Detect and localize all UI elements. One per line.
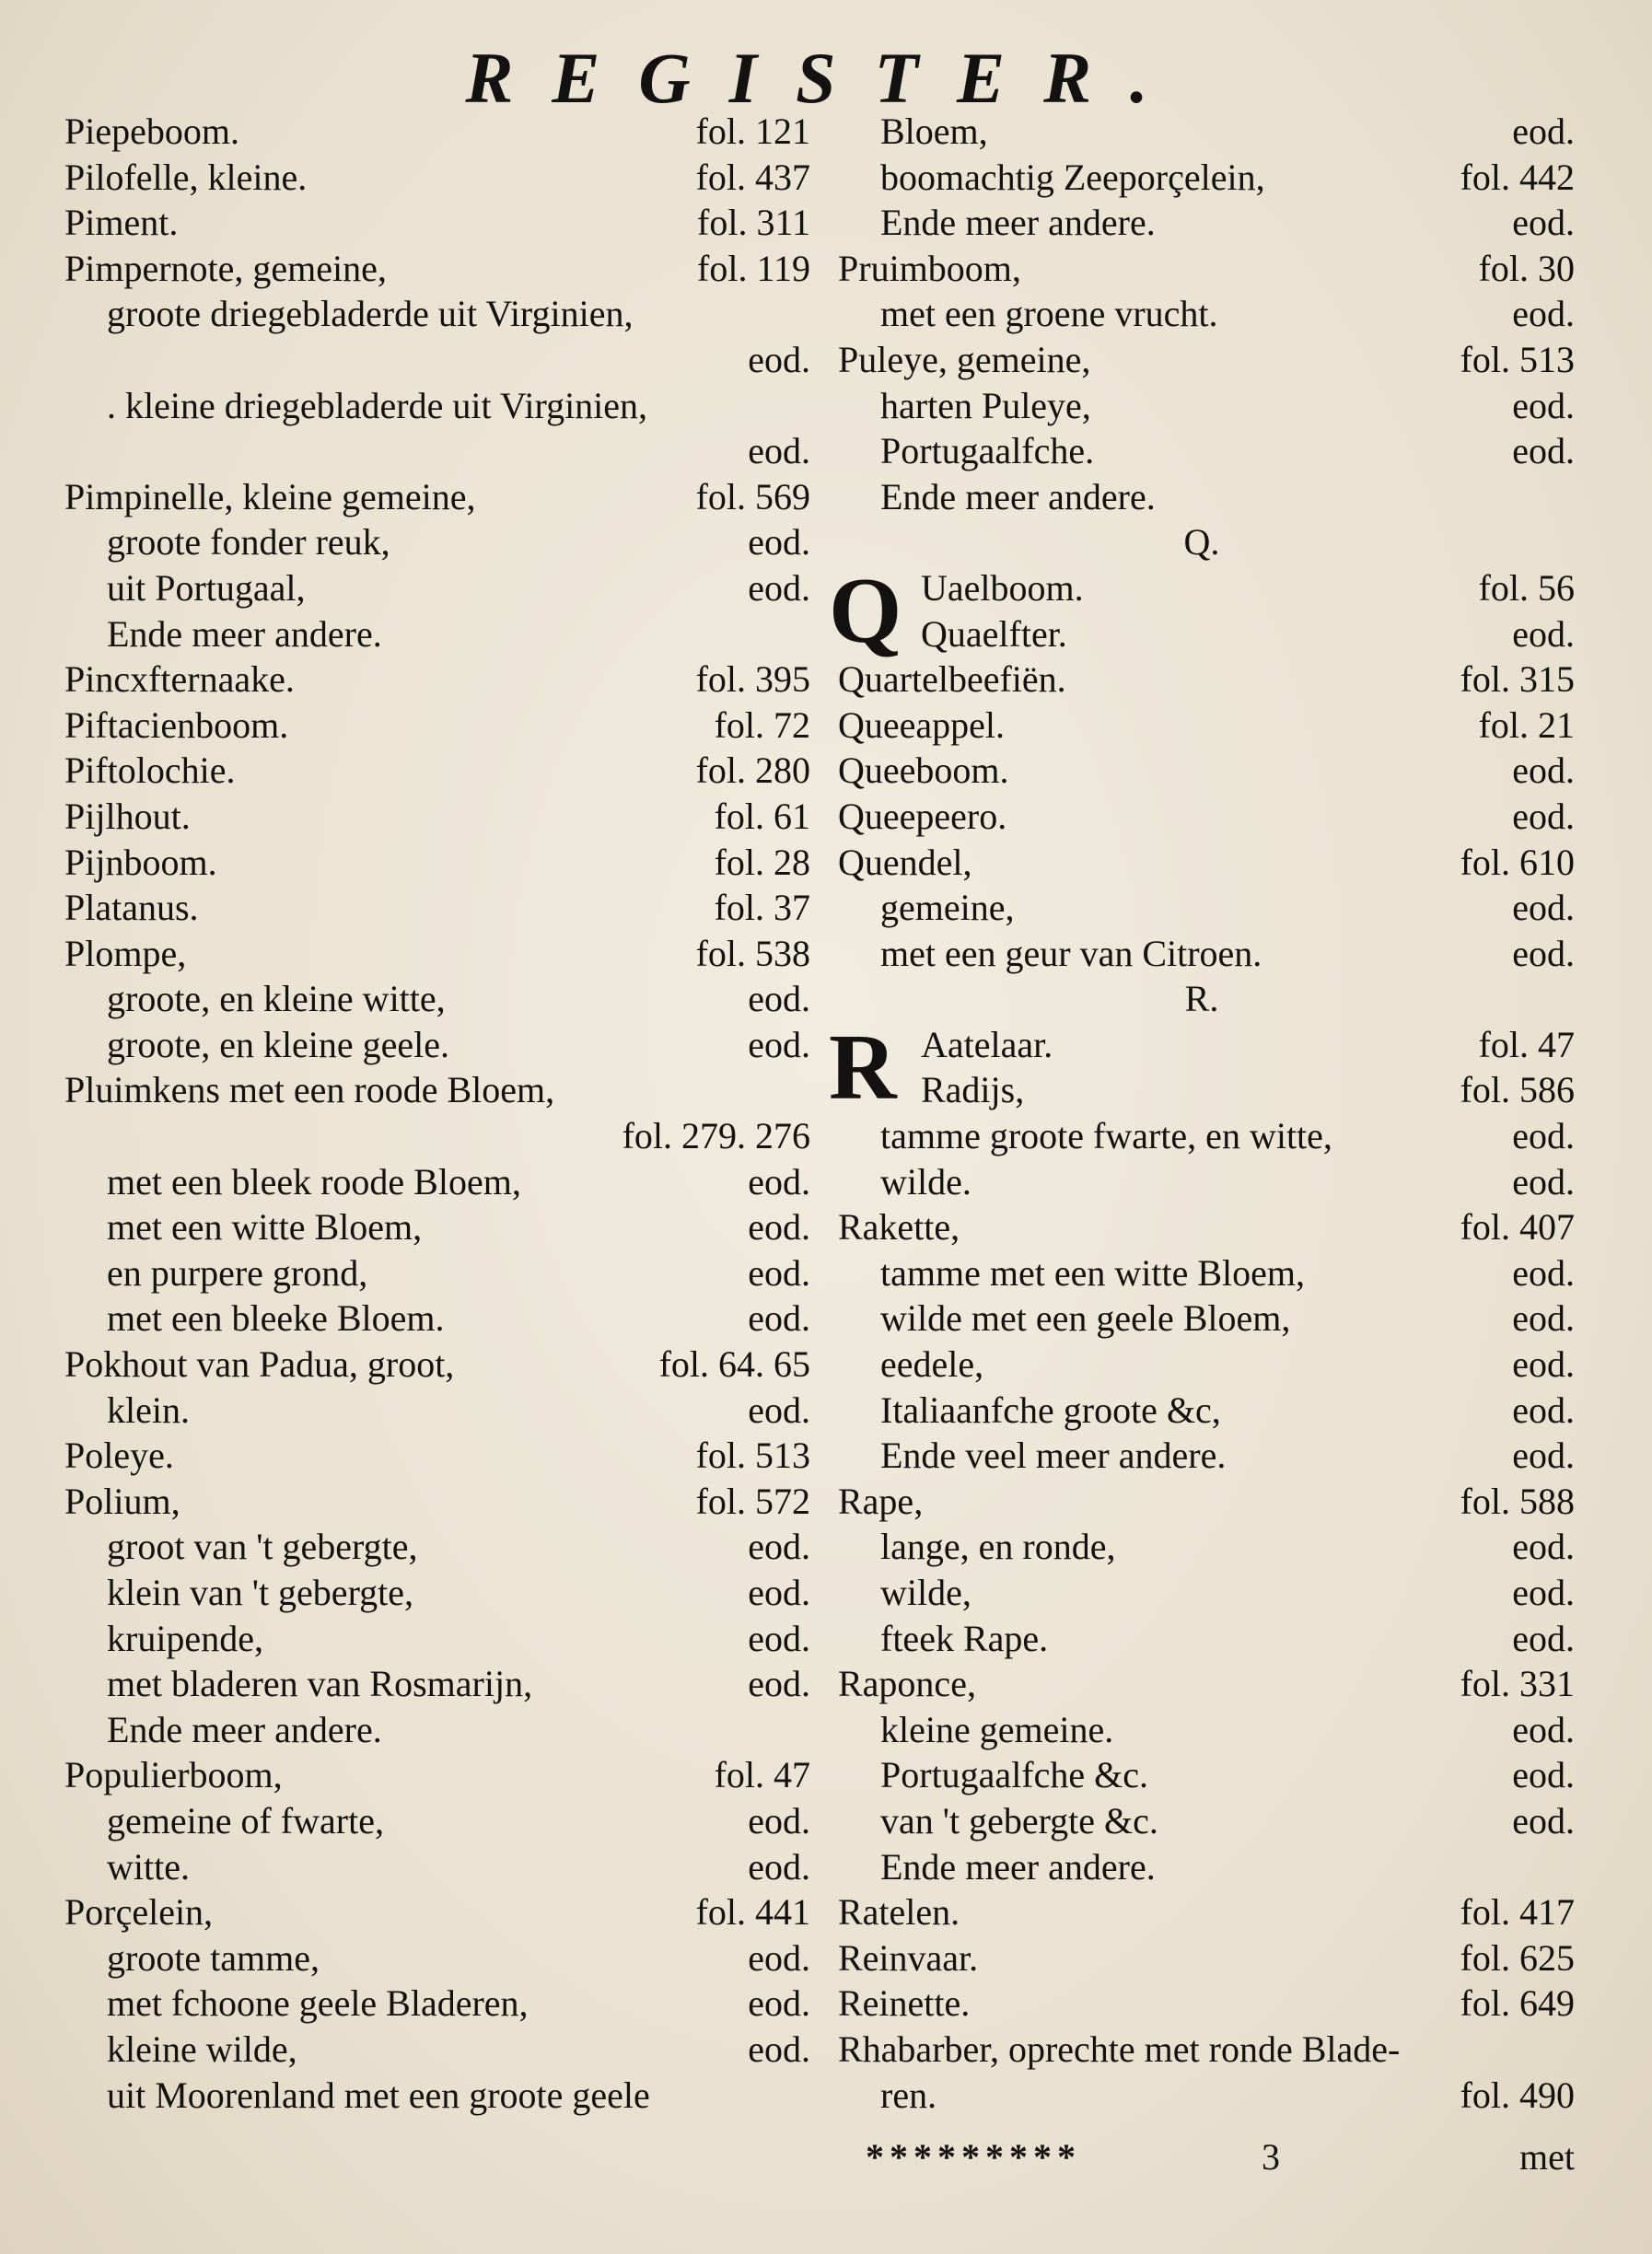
entry-term: Poleye.	[64, 1435, 174, 1477]
index-entry	[55, 840, 810, 886]
index-entry	[55, 1159, 810, 1205]
entry-term: Radijs,	[921, 1069, 1025, 1111]
entry-term: Rakette,	[838, 1206, 960, 1249]
entry-term: Rhabarber, oprechte met ronde Blade-	[838, 2027, 1401, 2070]
entry-term: Portugaalfche.	[880, 430, 1095, 472]
entry-reference: eod.	[1512, 430, 1575, 472]
index-entry	[829, 1707, 1575, 1753]
entry-reference: eod.	[1512, 749, 1575, 792]
entry-term: Ende meer andere.	[880, 202, 1156, 244]
index-entry	[829, 428, 1575, 474]
index-entry	[55, 885, 810, 931]
index-entry	[55, 519, 810, 565]
entry-reference: eod.	[748, 1160, 810, 1203]
index-entry	[55, 1752, 810, 1798]
entry-term: Pincxfternaake.	[64, 658, 295, 701]
entry-reference: fol. 64. 65	[658, 1343, 810, 1386]
entry-term: harten Puleye,	[880, 384, 1091, 426]
index-entry	[829, 1113, 1575, 1159]
entry-reference: eod.	[1512, 1799, 1575, 1842]
index-entry	[829, 931, 1575, 977]
entry-reference: eod.	[1512, 110, 1575, 152]
index-entry	[55, 474, 810, 520]
entry-reference: eod.	[748, 1251, 810, 1294]
entry-reference: eod.	[1512, 1251, 1575, 1294]
entry-term: . kleine driegebladerde uit Virginien,	[107, 384, 648, 426]
entry-term: met een witte Bloem,	[107, 1206, 423, 1249]
entry-term: Queepeero.	[838, 795, 1007, 837]
entry-term: lange, en ronde,	[880, 1526, 1116, 1568]
entry-term: Piment.	[64, 202, 179, 244]
section-heading-r: R.	[1184, 978, 1219, 1020]
entry-reference: eod.	[1512, 1388, 1575, 1431]
index-entry	[55, 337, 810, 383]
index-entry	[55, 1889, 810, 1935]
entry-reference: fol. 569	[695, 475, 810, 517]
entry-term: groote, en kleine witte,	[107, 978, 446, 1020]
index-entry	[829, 611, 1575, 657]
index-entry	[829, 2073, 1575, 2119]
entry-term: Queeboom.	[838, 749, 1009, 792]
right-column	[829, 109, 1575, 2118]
entry-reference: fol. 315	[1460, 658, 1575, 701]
entry-term: Quartelbeefiën.	[838, 658, 1066, 701]
entry-reference: eod.	[1512, 1115, 1575, 1157]
entry-term: gemeine,	[880, 887, 1015, 929]
entry-term: fteek Rape.	[880, 1617, 1049, 1659]
entry-term: Quaelfter.	[921, 612, 1067, 655]
index-entry	[829, 1524, 1575, 1570]
index-entry	[829, 794, 1575, 840]
signature-number: 3	[1262, 2136, 1280, 2178]
entry-reference: eod.	[748, 338, 810, 380]
entry-reference: fol. 28	[714, 841, 810, 883]
entry-term: Uaelboom.	[921, 566, 1084, 609]
index-entry	[829, 1159, 1575, 1205]
index-entry	[829, 1067, 1575, 1113]
entry-term: Polium,	[64, 1480, 180, 1522]
entry-reference: eod.	[748, 430, 810, 472]
index-entry	[829, 1935, 1575, 1981]
entry-term: wilde.	[880, 1160, 971, 1203]
entry-term: uit Moorenland met een groote geele	[107, 2074, 650, 2116]
entry-reference: eod.	[1512, 1572, 1575, 1613]
entry-term: Ratelen.	[838, 1891, 960, 1934]
index-entry	[55, 1388, 810, 1434]
entry-term: Porçelein,	[64, 1891, 214, 1934]
entry-reference: eod.	[1512, 1343, 1575, 1386]
index-entry	[829, 109, 1575, 155]
index-entry	[829, 1661, 1575, 1707]
entry-term: Quendel,	[838, 841, 972, 883]
index-entry	[55, 246, 810, 292]
entry-term: Pimpinelle, kleine gemeine,	[64, 475, 476, 517]
entry-reference: eod.	[748, 1297, 810, 1340]
entry-reference: eod.	[1512, 1708, 1575, 1750]
entry-reference: fol. 56	[1478, 566, 1575, 609]
entry-term: met een geur van Citroen.	[880, 932, 1262, 974]
index-entry	[55, 1250, 810, 1296]
entry-reference: fol. 121	[695, 110, 810, 152]
entry-term: groot van 't gebergte,	[107, 1526, 418, 1568]
index-entry	[829, 474, 1575, 520]
entry-term: wilde met een geele Bloem,	[880, 1297, 1291, 1340]
entry-reference: eod.	[748, 978, 810, 1020]
entry-reference: eod.	[748, 1526, 810, 1568]
entry-reference: eod.	[748, 1982, 810, 2025]
entry-term: met bladeren van Rosmarijn,	[107, 1663, 533, 1705]
entry-reference: fol. 649	[1460, 1982, 1575, 2025]
index-entry	[829, 1204, 1575, 1250]
entry-reference: fol. 625	[1460, 1936, 1575, 1979]
entry-reference: eod.	[748, 1388, 810, 1431]
index-entry	[829, 1844, 1575, 1890]
entry-term: Reinette.	[838, 1982, 971, 2025]
entry-reference: eod.	[748, 1572, 810, 1613]
entry-term: klein.	[107, 1388, 190, 1431]
entry-reference: eod.	[1512, 1526, 1575, 1568]
entry-reference: fol. 586	[1460, 1069, 1575, 1111]
entry-reference: fol. 279. 276	[622, 1115, 810, 1157]
index-entry	[829, 1342, 1575, 1388]
entry-term: Raponce,	[838, 1663, 976, 1705]
entry-term: gemeine of fwarte,	[107, 1799, 384, 1842]
signature-stars: *********	[866, 2136, 1081, 2178]
entry-term: en purpere grond,	[107, 1251, 368, 1294]
index-entry	[829, 383, 1575, 429]
entry-reference: eod.	[748, 566, 810, 609]
index-entry	[55, 1524, 810, 1570]
entry-reference: fol. 538	[695, 932, 810, 974]
index-entry	[55, 794, 810, 840]
entry-term: Pijlhout.	[64, 795, 191, 837]
index-entry	[55, 656, 810, 703]
entry-term: Italiaanfche groote &c,	[880, 1388, 1221, 1431]
entry-term: met een bleeke Bloem.	[107, 1297, 445, 1340]
entry-reference: fol. 47	[714, 1754, 810, 1796]
index-entry	[55, 200, 810, 246]
entry-term: met een groene vrucht.	[880, 293, 1218, 335]
entry-reference: fol. 572	[695, 1480, 810, 1522]
index-entry	[55, 1844, 810, 1890]
entry-reference: fol. 442	[1460, 156, 1575, 198]
entry-reference: fol. 490	[1460, 2074, 1575, 2116]
entry-term: tamme met een witte Bloem,	[880, 1251, 1305, 1294]
index-entry	[55, 291, 810, 337]
index-entry	[829, 246, 1575, 292]
index-entry	[829, 1798, 1575, 1844]
index-entry	[829, 840, 1575, 886]
index-entry	[55, 1342, 810, 1388]
entry-term: eedele,	[880, 1343, 984, 1386]
index-entry	[55, 1935, 810, 1981]
entry-term: Ende meer andere.	[107, 612, 382, 655]
entry-reference: eod.	[1512, 1160, 1575, 1203]
entry-term: van 't gebergte &c.	[880, 1799, 1158, 1842]
entry-reference: fol. 513	[1460, 338, 1575, 380]
index-entry	[829, 1570, 1575, 1616]
index-entry	[55, 2027, 810, 2073]
entry-term: Ende meer andere.	[880, 475, 1156, 517]
entry-term: groote tamme,	[107, 1936, 320, 1979]
entry-term: Ende veel meer andere.	[880, 1435, 1227, 1477]
entry-term: Queeappel.	[838, 703, 1006, 746]
dropcap-block-r	[829, 1015, 1575, 1120]
entry-reference: fol. 588	[1460, 1480, 1575, 1522]
entry-reference: eod.	[748, 1206, 810, 1249]
entry-term: witte.	[107, 1845, 190, 1888]
index-entry	[829, 656, 1575, 703]
index-entry	[55, 1981, 810, 2027]
index-entry	[829, 1433, 1575, 1479]
entry-reference: eod.	[1512, 1435, 1575, 1477]
entry-reference: fol. 280	[695, 749, 810, 792]
index-entry	[829, 1981, 1575, 2027]
entry-reference: eod.	[1512, 1297, 1575, 1340]
entry-reference: fol. 119	[697, 247, 810, 289]
index-entry	[55, 1798, 810, 1844]
entry-term: met fchoone geele Bladeren,	[107, 1982, 529, 2025]
index-entry	[829, 748, 1575, 794]
entry-term: met een bleek roode Bloem,	[107, 1160, 521, 1203]
entry-reference: eod.	[1512, 795, 1575, 837]
entry-reference: fol. 331	[1460, 1663, 1575, 1705]
entry-reference: eod.	[748, 2027, 810, 2070]
dropcap-r: R	[829, 1015, 897, 1120]
index-entry	[829, 200, 1575, 246]
entry-term: Aatelaar.	[921, 1023, 1053, 1065]
entry-term: Piftolochie.	[64, 749, 236, 792]
entry-term: Plompe,	[64, 932, 187, 974]
entry-reference: eod.	[748, 521, 810, 564]
entry-term: kleine wilde,	[107, 2027, 297, 2070]
entry-reference: eod.	[1512, 384, 1575, 426]
entry-reference: fol. 311	[697, 202, 810, 244]
entry-term: Piepeboom.	[64, 110, 239, 152]
entry-reference: eod.	[1512, 202, 1575, 244]
left-column	[55, 109, 810, 2118]
index-entry	[55, 1113, 810, 1159]
index-entry	[829, 1616, 1575, 1662]
entry-term: groote fonder reuk,	[107, 521, 390, 564]
entry-term: Pruimboom,	[838, 247, 1021, 289]
r-entries	[829, 1113, 1575, 2118]
index-entry	[829, 565, 1575, 611]
entry-term: Populierboom,	[64, 1754, 283, 1796]
entry-reference: eod.	[748, 1936, 810, 1979]
page-title: REGISTER.	[465, 38, 1187, 118]
entry-reference: eod.	[1512, 293, 1575, 335]
entry-term: Puleye, gemeine,	[838, 338, 1091, 380]
entry-term: Ende meer andere.	[107, 1708, 382, 1750]
entry-reference: fol. 407	[1460, 1206, 1575, 1249]
entry-reference: fol. 610	[1460, 841, 1575, 883]
entry-reference: fol. 417	[1460, 1891, 1575, 1934]
entry-term: Pimpernote, gemeine,	[64, 247, 387, 289]
index-entry	[829, 2027, 1575, 2073]
entry-reference: eod.	[748, 1845, 810, 1888]
index-entry	[55, 109, 810, 155]
index-entry	[55, 976, 810, 1022]
index-entry	[829, 703, 1575, 749]
index-entry	[55, 383, 810, 429]
index-entry	[829, 1479, 1575, 1525]
index-entry	[55, 1022, 810, 1068]
index-entry	[55, 565, 810, 611]
entry-reference: eod.	[1512, 1617, 1575, 1659]
catchword: met	[1519, 2136, 1575, 2178]
index-entry	[55, 428, 810, 474]
page-footer	[866, 2134, 1575, 2180]
entry-reference: fol. 21	[1478, 703, 1575, 746]
entry-term: Reinvaar.	[838, 1936, 979, 1979]
entry-term: groote driegebladerde uit Virginien,	[107, 293, 634, 335]
q-entries	[829, 656, 1575, 976]
entry-reference: eod.	[748, 1663, 810, 1705]
index-entry	[55, 1204, 810, 1250]
entry-reference: fol. 61	[714, 795, 810, 837]
entry-reference: fol. 30	[1478, 247, 1575, 289]
entry-term: kleine gemeine.	[880, 1708, 1114, 1750]
entry-reference: eod.	[748, 1617, 810, 1659]
entry-term: Pokhout van Padua, groot,	[64, 1343, 455, 1386]
entry-term: boomachtig Zeeporçelein,	[880, 156, 1265, 198]
index-entry	[829, 1889, 1575, 1935]
entry-term: Rape,	[838, 1480, 924, 1522]
index-entry	[829, 885, 1575, 931]
entry-reference: eod.	[748, 1023, 810, 1065]
entry-term: tamme groote fwarte, en witte,	[880, 1115, 1332, 1157]
entry-term: uit Portugaal,	[107, 566, 306, 609]
entry-reference: fol. 437	[695, 156, 810, 198]
index-entry	[55, 1570, 810, 1616]
entry-term: Platanus.	[64, 887, 199, 929]
index-entry	[829, 1388, 1575, 1434]
index-entry	[55, 1433, 810, 1479]
entry-reference: fol. 47	[1478, 1023, 1575, 1065]
entry-reference: eod.	[1512, 1754, 1575, 1796]
index-entry	[55, 611, 810, 657]
entry-term: kruipende,	[107, 1617, 263, 1659]
entry-term: wilde,	[880, 1572, 971, 1613]
index-entry	[55, 1295, 810, 1342]
index-entry	[55, 1661, 810, 1707]
index-entry	[55, 1067, 810, 1113]
entry-term: Portugaalfche &c.	[880, 1754, 1148, 1796]
section-heading-q: Q.	[1183, 521, 1220, 564]
dropcap-r-entries	[829, 1015, 1575, 1120]
entry-reference: eod.	[1512, 887, 1575, 929]
index-entry	[55, 931, 810, 977]
entry-reference: fol. 72	[714, 703, 810, 746]
entry-reference: fol. 441	[695, 1891, 810, 1934]
index-entry	[829, 1752, 1575, 1798]
entry-term: Ende meer andere.	[880, 1845, 1156, 1888]
dropcap-block-q	[829, 558, 1575, 663]
index-entry	[829, 1295, 1575, 1342]
index-entry	[829, 1250, 1575, 1296]
entry-reference: eod.	[1512, 932, 1575, 974]
entry-reference: eod.	[1512, 612, 1575, 655]
entry-reference: eod.	[748, 1799, 810, 1842]
entry-term: Bloem,	[880, 110, 988, 152]
entry-term: groote, en kleine geele.	[107, 1023, 450, 1065]
index-entry	[829, 291, 1575, 337]
entry-term: Pijnboom.	[64, 841, 217, 883]
index-entry	[829, 337, 1575, 383]
index-entry	[55, 748, 810, 794]
dropcap-q: Q	[829, 558, 902, 663]
entry-reference: fol. 395	[695, 658, 810, 701]
index-entry	[55, 1707, 810, 1753]
entry-reference: fol. 513	[695, 1435, 810, 1477]
index-entry	[55, 155, 810, 201]
index-entry	[55, 1616, 810, 1662]
entry-term: Pluimkens met een roode Bloem,	[64, 1069, 555, 1111]
index-entry	[55, 1479, 810, 1525]
index-entry	[55, 703, 810, 749]
entry-term: klein van 't gebergte,	[107, 1572, 414, 1613]
right-top-entries	[829, 109, 1575, 519]
index-entry	[829, 1022, 1575, 1068]
entry-term: ren.	[880, 2074, 937, 2116]
index-entry	[55, 2073, 810, 2119]
dropcap-q-entries	[829, 558, 1575, 663]
entry-term: Pilofelle, kleine.	[64, 156, 308, 198]
entry-term: Piftacienboom.	[64, 703, 289, 746]
entry-reference: fol. 37	[714, 887, 810, 929]
index-entry	[829, 155, 1575, 201]
